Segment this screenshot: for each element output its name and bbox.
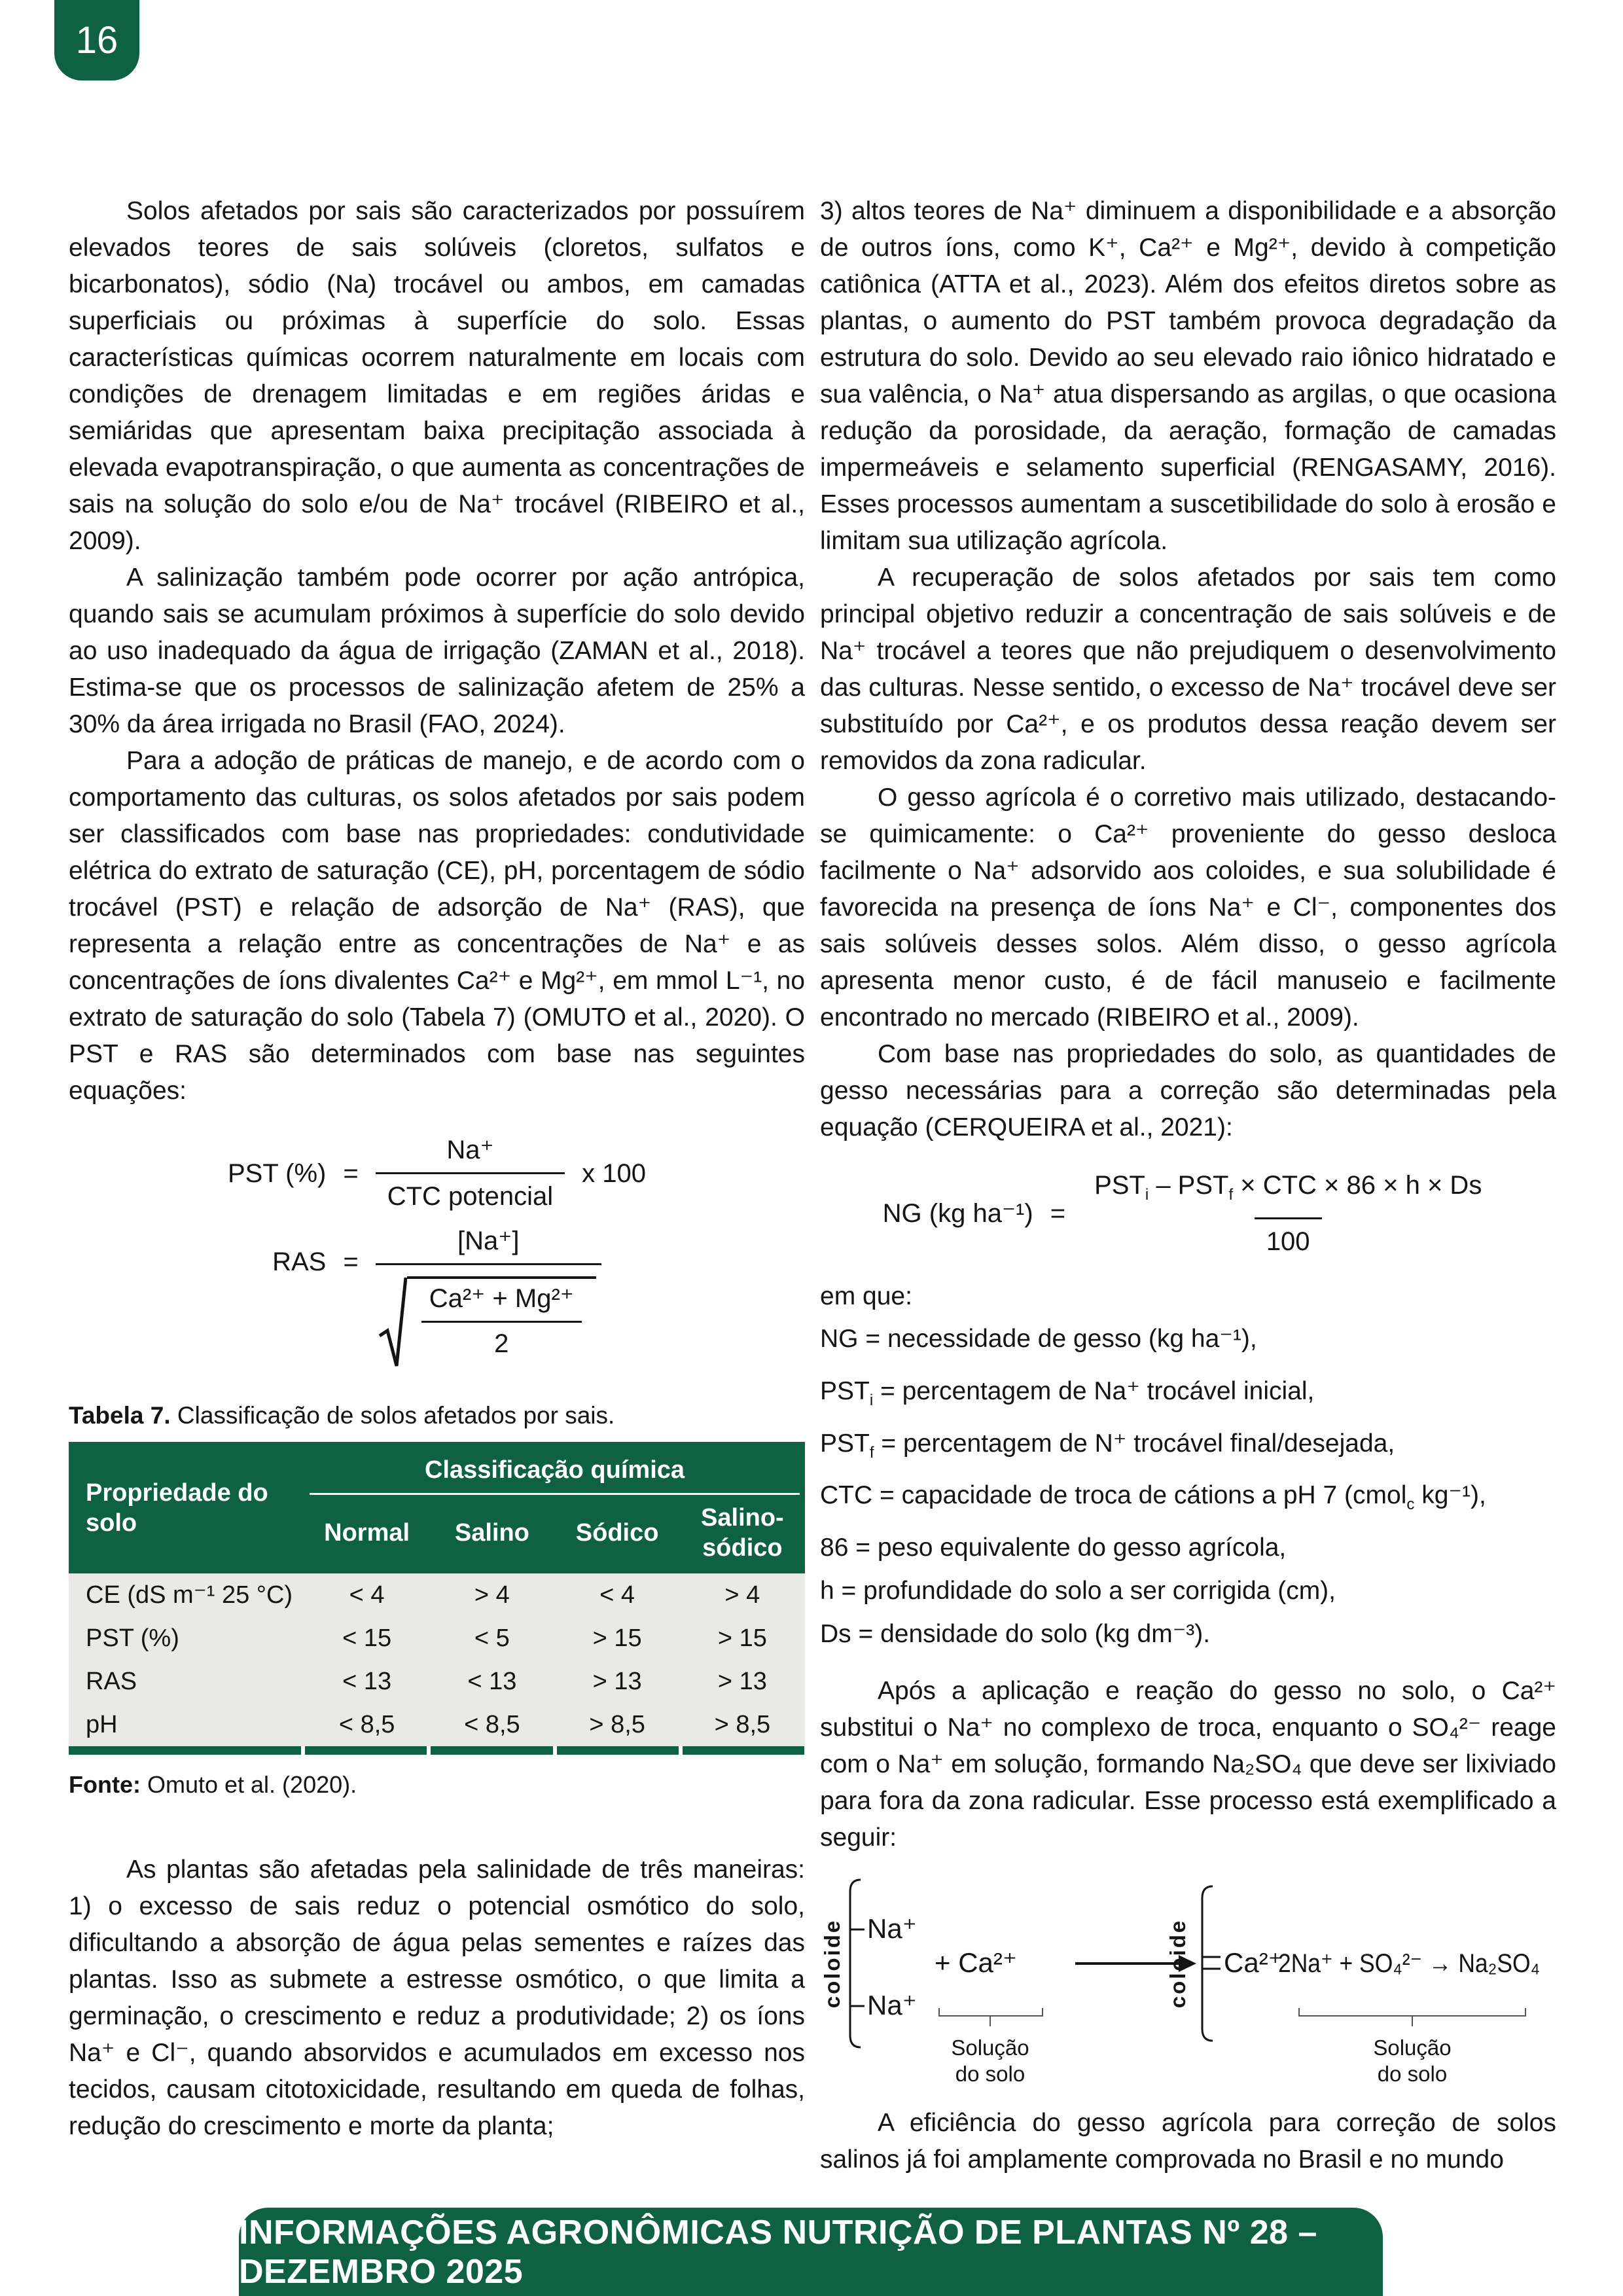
table-group-header-area [304, 1442, 805, 1573]
page-number: 16 [75, 19, 118, 62]
left-column [69, 193, 805, 2145]
where-item-sub: i [869, 1391, 874, 1409]
page-number-tab [54, 0, 139, 81]
fraction-denominator [376, 1263, 601, 1371]
cell-value: < 15 [342, 1624, 392, 1652]
radical-sign [378, 1273, 407, 1371]
cell-value: < 8,5 [464, 1711, 520, 1738]
fraction-numerator: [Na⁺] [457, 1227, 520, 1255]
footer-banner [239, 2208, 1383, 2296]
where-item [820, 1477, 1556, 1524]
colloid-bracket [850, 1880, 861, 2047]
table-row [69, 1703, 805, 1746]
cell-value: > 13 [717, 1668, 767, 1695]
where-item [820, 1615, 1556, 1653]
fraction-denominator: CTC potencial [376, 1172, 565, 1213]
row-label: CE (dS m⁻¹ 25 °C) [86, 1581, 293, 1609]
bottom-bar-segment [431, 1746, 552, 1755]
soil-solution-label: Solução [951, 2036, 1029, 2060]
footer-text: INFORMAÇÕES AGRONÔMICAS NUTRIÇÃO DE PLANTAS Nº 28 – DEZEMBRO 2025 [239, 2213, 1317, 2291]
paragraph-soils-intro: Solos afetados por sais são caracterizados por possuírem elevados teores de sais solúveis (cloretos, sulfatos e bicarbonatos), sódio (Na) trocável ou ambos, em camadas superficiais ou próximas à superfície do solo. Essas características químicas ocorrem naturalmente em locais com condições de drenagem limitadas e em regiões áridas e semiáridas que apresentam baixa precipitação associada à elevada evapotranspiração, o que aumenta as concentrações de sais na solução do solo e/ou de Na⁺ trocável (RIBEIRO et al., 2009). [69, 197, 805, 555]
where-item-text: NG = necessidade de gesso (kg ha⁻¹), [820, 1325, 1257, 1353]
where-item-text: 86 = peso equivalente do gesso agrícola, [820, 1534, 1287, 1562]
paragraph-recovery: A recuperação de solos afetados por sais tem como principal objetivo reduzir a concentração de sais solúveis e de Na⁺ trocável a teores que não prejudiquem o desenvolvimento das culturas. Nesse sentido, o excesso de Na⁺ trocável deve ser substituído por Ca²⁺, e os produtos dessa reação devem ser removidos da zona radicular. [820, 564, 1556, 775]
inner-fraction-numerator: Ca²⁺ + Mg²⁺ [421, 1283, 582, 1323]
column-header-salino-sodico: Salino-sódico [701, 1504, 784, 1562]
cell-value: < 4 [349, 1581, 385, 1609]
underbrace [1299, 2008, 1525, 2026]
cell-value: > 4 [474, 1581, 510, 1609]
cell-value: > 8,5 [714, 1711, 771, 1738]
cell-value: < 13 [342, 1668, 392, 1695]
underbrace [939, 2008, 1043, 2026]
inner-fraction-denominator: 2 [494, 1329, 509, 1358]
table-row [69, 1660, 805, 1703]
cell-value: > 15 [717, 1624, 767, 1652]
where-item-text: PST [820, 1429, 870, 1458]
fraction [1082, 1168, 1493, 1259]
equation-ng [820, 1168, 1556, 1259]
colloid-exchange-diagram [820, 1872, 1556, 2088]
paragraph-after-application: Após a aplicação e reação do gesso no solo, o Ca²⁺ substitui o Na⁺ no complexo de troca, enquanto o SO₄²⁻ reage com o Na⁺ em solução, formando Na₂SO₄ que deve ser lixiviado para fora da zona radicular. Esse processo está exemplificado a seguir: [820, 1677, 1556, 1852]
table-bottom-bar [69, 1746, 805, 1755]
where-item-text: Ds = densidade do solo (kg dm⁻³). [820, 1620, 1211, 1649]
where-item [820, 1320, 1556, 1367]
row-label: RAS [86, 1668, 137, 1695]
table-corner-header: Propriedade do solo [86, 1479, 268, 1537]
where-list [820, 1320, 1556, 1653]
fraction-numerator [1082, 1168, 1493, 1217]
fraction [376, 1224, 601, 1371]
equation-pst-mult: x 100 [582, 1158, 647, 1188]
calcium-ion: Ca²⁺ [1224, 1947, 1283, 1979]
equation-ng-lhs: NG (kg ha⁻¹) [882, 1199, 1033, 1228]
colloid-bracket [1202, 1886, 1213, 2041]
bottom-bar-segment [305, 1746, 427, 1755]
equation-pst-lhs: PST (%) [227, 1158, 327, 1188]
where-item-text: = percentagem de N⁺ trocável final/desejada, [874, 1429, 1395, 1458]
radicand [407, 1276, 596, 1359]
cell-value: < 5 [474, 1624, 510, 1652]
where-item [820, 1425, 1556, 1472]
cell-value: < 13 [467, 1668, 517, 1695]
table-soil-classification [69, 1442, 805, 1755]
paragraph-salinization: A salinização também pode ocorrer por ação antrópica, quando sais se acumulam próximos à superfície do solo devido ao uso inadequado da água de irrigação (ZAMAN et al., 2018). Estima-se que os processos de salinização afetem de 25% a 30% da área irrigada no Brasil (FAO, 2024). [69, 564, 805, 738]
row-label: pH [86, 1711, 118, 1738]
numerator-part: – PST [1149, 1171, 1229, 1200]
paragraph-sodium-effects: 3) altos teores de Na⁺ diminuem a disponibilidade e a absorção de outros íons, como K⁺, Ca²⁺ e Mg²⁺, devido à competição catiônica (ATTA et al., 2023). Além dos efeitos diretos sobre as plantas, o aumento do PST também provoca degradação da estrutura do solo. Devido ao seu elevado raio iônico hidratado e sua valência, o Na⁺ atua dispersando as argilas, o que ocasiona redução da porosidade, da aeração, formação de camadas impermeáveis e selamento superficial (RENGASAMY, 2016). Esses processos aumentam a suscetibilidade do solo à erosão e limitam sua utilização agrícola. [820, 197, 1556, 555]
equation-pst [69, 1133, 805, 1213]
cell-value: > 15 [592, 1624, 642, 1652]
soil-solution-label: do solo [1377, 2062, 1448, 2087]
right-column [820, 193, 1556, 2178]
table-source-label: Fonte: [69, 1771, 141, 1798]
table-header [69, 1442, 805, 1573]
paragraph-plants-affected: As plantas são afetadas pela salinidade de três maneiras: 1) o excesso de sais reduz o potencial osmótico do solo, dificultando a absorção de água pelas sementes e raízes das plantas. Isso as submete a estresse osmótico, o que limita a germinação, o crescimento e reduz a produtividade; 2) os íons Na⁺ e Cl⁻, quando absorvidos e acumulados em excesso nos tecidos, causam citotoxicidade, resultando em queda de folhas, redução do crescimento e morte da planta; [69, 1856, 805, 2140]
equation-ras [69, 1224, 805, 1371]
diagram-graphic [820, 1872, 1556, 2088]
column-header-sodico: Sódico [575, 1519, 659, 1547]
subscript-i: i [1145, 1186, 1149, 1204]
cell-value: > 8,5 [589, 1711, 645, 1738]
equals-sign: = [343, 1158, 359, 1188]
where-item-text: PST [820, 1376, 870, 1405]
where-item [820, 1572, 1556, 1610]
cell-value: > 4 [724, 1581, 760, 1609]
where-item [820, 1529, 1556, 1567]
table-row [69, 1573, 805, 1617]
fraction [376, 1133, 565, 1213]
table-caption-text: Classificação de solos afetados por sais. [170, 1402, 615, 1429]
sodium-ion: Na⁺ [867, 1913, 917, 1945]
bottom-bar-segment [683, 1746, 804, 1755]
bottom-bar-segment [69, 1746, 301, 1755]
numerator-part: × CTC × 86 × h × Ds [1233, 1171, 1482, 1200]
equals-sign: = [343, 1247, 359, 1276]
row-label: PST (%) [86, 1624, 179, 1652]
subscript-f: f [1228, 1186, 1234, 1204]
table-caption-label: Tabela 7. [69, 1402, 171, 1429]
colloid-label: coloide [1166, 1918, 1190, 2009]
cell-value: < 4 [599, 1581, 635, 1609]
bottom-bar-segment [557, 1746, 679, 1755]
fraction-denominator: 100 [1255, 1217, 1322, 1259]
cell-value: < 8,5 [338, 1711, 395, 1738]
where-intro: em que: [820, 1282, 912, 1310]
reaction-equation: 2Na⁺ + SO₄²⁻ → Na₂SO₄ [1278, 1949, 1540, 1979]
where-item-text: = percentagem de Na⁺ trocável inicial, [873, 1376, 1315, 1405]
column-header-normal: Normal [324, 1519, 410, 1547]
equation-ras-lhs: RAS [272, 1247, 327, 1276]
table-source [69, 1769, 805, 1801]
column-header-salino: Salino [454, 1519, 529, 1547]
cell-value: > 13 [592, 1668, 642, 1695]
soil-solution-label: Solução [1373, 2036, 1452, 2060]
numerator-part: PST [1094, 1171, 1145, 1200]
colloid-label: coloide [820, 1918, 844, 2009]
where-item-text: h = profundidade do solo a ser corrigida (cm), [820, 1577, 1336, 1605]
paragraph-classification: Para a adoção de práticas de manejo, e de acordo com o comportamento das culturas, os solos afetados por sais podem ser classificados com base nas propriedades: condutividade elétrica do extrato de saturação (CE), pH, porcentagem de sódio trocável (PST) e relação de adsorção de Na⁺ (RAS), que representa a relação entre as concentrações de Na⁺ e as concentrações de íons divalentes Ca²⁺ e Mg²⁺, em mmol L⁻¹, no extrato de saturação do solo (Tabela 7) (OMUTO et al., 2020). O PST e RAS são determinados com base nas seguintes equações: [69, 747, 805, 1105]
where-item [820, 1372, 1556, 1420]
plus-calcium: + Ca²⁺ [935, 1947, 1018, 1979]
table-source-text: Omuto et al. (2020). [140, 1771, 357, 1798]
where-item-sub: c [1406, 1496, 1415, 1514]
soil-solution-label: do solo [955, 2062, 1026, 2087]
table-group-header: Classificação química [424, 1456, 685, 1484]
table-row [69, 1617, 805, 1660]
paragraph-gypsum: O gesso agrícola é o corretivo mais utilizado, destacando-se quimicamente: o Ca²⁺ proveniente do gesso desloca facilmente o Na⁺ adsorvido aos coloides, e sua solubilidade é favorecida na presença de íons Na⁺ e Cl⁻, componentes dos sais solúveis desses solos. Além disso, o gesso agrícola apresenta menor custo, é de fácil manuseio e facilmente encontrado no mercado (RIBEIRO et al., 2009). [820, 783, 1556, 1031]
paragraph-gypsum-quantity: Com base nas propriedades do solo, as quantidades de gesso necessárias para a correção são determinadas pela equação (CERQUEIRA et al., 2021): [820, 1040, 1556, 1141]
table-caption [69, 1400, 805, 1431]
equals-sign: = [1050, 1199, 1066, 1228]
where-item-text: CTC = capacidade de troca de cátions a pH 7 (cmol [820, 1481, 1407, 1510]
paragraph-efficiency: A eficiência do gesso agrícola para correção de solos salinos já foi amplamente comprovada no Brasil e no mundo [820, 2109, 1556, 2174]
table-subheaders [304, 1495, 805, 1573]
fraction-numerator: Na⁺ [446, 1136, 494, 1164]
where-item-sub: f [869, 1443, 874, 1462]
sodium-ion: Na⁺ [867, 1990, 917, 2021]
where-item-text: kg⁻¹), [1414, 1481, 1486, 1510]
